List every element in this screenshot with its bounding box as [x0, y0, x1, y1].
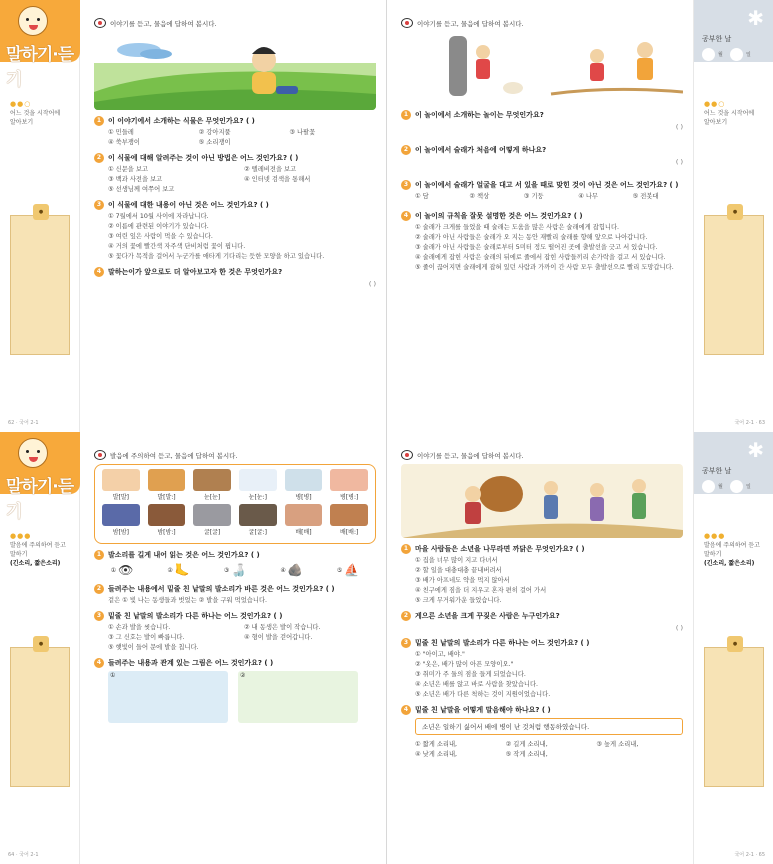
question-3: [94, 611, 376, 652]
goal-line: (긴소리, 짧은소리): [704, 560, 755, 567]
instruction-text: 이야기를 듣고, 물음에 답하여 봅시다.: [110, 19, 217, 28]
question-text: 이 놀이에서 소개하는 놀이는 무엇인가요?: [415, 111, 544, 119]
question-2: [401, 611, 683, 632]
foot-icon: [102, 469, 140, 491]
option[interactable]: ③ 기둥: [523, 193, 544, 200]
field-scene-icon: [94, 32, 376, 110]
section-title: 말하기·듣기: [6, 45, 74, 90]
option[interactable]: ③ 높게 소리내,: [596, 741, 639, 748]
option[interactable]: ② "옷은, 배가 많이 아픈 모양이오.": [415, 661, 514, 668]
question-1: [401, 110, 683, 131]
day-input[interactable]: [730, 48, 743, 61]
page-footer: 64 · 국어 2-1: [8, 852, 39, 858]
option[interactable]: ⑤ 소리쟁이: [198, 139, 231, 146]
goal-dots-icon: ●●○: [10, 100, 32, 108]
question-number: 1: [401, 110, 411, 120]
question-number: 4: [401, 211, 411, 221]
goal-line: (긴소리, 짧은소리): [10, 560, 61, 567]
page-footer: 62 · 국어 2-1: [8, 420, 39, 426]
word-label: 굴[굴]: [204, 529, 221, 536]
snow-icon: [239, 469, 277, 491]
right-sidebar: [693, 0, 773, 432]
option[interactable]: ① "아이고, 배야.": [415, 651, 465, 658]
learning-goal: [704, 532, 764, 568]
question-number: 1: [401, 544, 411, 554]
instruction: [94, 450, 376, 460]
sentence-box: 소년은 일하기 싫어서 배에 병이 난 것처럼 행동하였습니다.: [415, 718, 683, 735]
question-text: 이 놀이에서 술래가 처음에 어떻게 하나요?: [415, 146, 547, 154]
goal-dots-icon: ●●○: [704, 100, 726, 108]
question-text: 이 식물에 대해 알려주는 것이 아닌 방법은 어느 것인가요? ( ): [108, 154, 299, 162]
option[interactable]: ① 술래가 크게를 들었을 때 술래는 도움을 많은 사람은 술래에게 잡힙니다.: [415, 224, 620, 231]
learning-goal: [10, 532, 70, 568]
option[interactable]: ③ 술래가 아닌 사람들은 술래로부터 5미터 정도 떨어진 곳에 출발선을 긋고 서 있습니다.: [415, 244, 658, 251]
day-input[interactable]: [730, 480, 743, 493]
illustration-field: [94, 32, 376, 110]
option[interactable]: ② 내 동생은 발이 작습니다.: [244, 624, 321, 631]
word-label: 발[발]: [112, 494, 129, 501]
question-number: 1: [94, 550, 104, 560]
option[interactable]: ① 손과 발을 씻습니다.: [108, 624, 171, 631]
word-label: 굴[굴:]: [248, 529, 267, 536]
goal-line: 말하기: [704, 551, 722, 558]
main-content: [80, 432, 386, 864]
pin-icon: ●: [727, 204, 743, 220]
question-3: [401, 638, 683, 699]
listen-icon: [401, 450, 413, 460]
question-2: [94, 584, 376, 605]
learning-goal: [10, 100, 70, 127]
word-label: 밤[밤]: [112, 529, 129, 536]
word-label: 발[발:]: [157, 494, 176, 501]
month-input[interactable]: [702, 48, 715, 61]
option[interactable]: ① 7월에서 10월 사이에 자라납니다.: [108, 213, 209, 220]
question-text: 이 놀이의 규칙을 잘못 설명한 것은 어느 것인가요? ( ): [415, 212, 583, 220]
word-label: 병[병]: [295, 494, 312, 501]
question-3: [94, 200, 376, 261]
option[interactable]: ⑤ 작게 소리내,: [505, 751, 548, 758]
page-top-left: [0, 0, 386, 432]
option[interactable]: ④ 인터넷 검색을 통해서: [244, 176, 311, 183]
left-sidebar: [0, 432, 80, 864]
cave-icon: [239, 504, 277, 526]
question-1: [401, 544, 683, 605]
question-number: 2: [401, 611, 411, 621]
sick-icon: [330, 469, 368, 491]
goal-line: 알아보기: [10, 119, 34, 126]
word-label: 병[병:]: [340, 494, 359, 501]
option-eye[interactable]: ① 👁: [110, 563, 134, 577]
night-icon: [102, 504, 140, 526]
question-text: 들려주는 내용과 관계 있는 그림은 어느 것인가요? ( ): [108, 659, 274, 667]
question-number: 4: [94, 658, 104, 668]
pin-icon: ●: [727, 636, 743, 652]
memo-note: [704, 641, 764, 787]
blind-icon: [148, 469, 186, 491]
goal-dots-icon: ●●●: [10, 532, 32, 540]
section-tab: [0, 0, 80, 90]
option[interactable]: ④ 소년은 배를 앉고 바로 사람을 찾았습니다.: [415, 681, 539, 688]
question-number: 3: [94, 200, 104, 210]
word-picture-box: [94, 464, 376, 544]
eye-icon: [193, 469, 231, 491]
instruction-text: 발음에 주의하여 듣고, 물음에 답하여 봅시다.: [110, 451, 238, 460]
answer-blank[interactable]: ( ): [368, 280, 376, 288]
option[interactable]: ③ 배가 아프네도 약을 먹지 않아서: [415, 577, 510, 584]
study-date-box: [694, 432, 773, 494]
option[interactable]: ⑤ 꽃다가 목적을 걸어서 누군가를 애타게 기다리는 듯한 모양을 하고 있습니다.: [108, 253, 325, 260]
question-text: 이 이야기에서 소개하는 식물은 무엇인가요? ( ): [108, 117, 255, 125]
goal-line: 발음에 주의하여 듣고: [10, 542, 66, 549]
word-label: 배[배:]: [340, 529, 359, 536]
instruction: [94, 18, 376, 28]
goal-line: 어느 것을 시작어에: [704, 110, 755, 117]
question-text: 게으른 소년을 크게 꾸짖은 사람은 누구인가요?: [415, 612, 560, 620]
goal-line: 발음에 주의하여 듣고: [704, 542, 760, 549]
option[interactable]: ④ 거의 꽃에 빨간색 자주색 단비처럼 꽃이 핍니다.: [108, 243, 246, 250]
option[interactable]: ⑤ 소년은 배가 다른 척하는 것이 지원이었습니다.: [415, 691, 551, 698]
main-content: [387, 432, 693, 864]
word-label: 배[배]: [295, 529, 312, 536]
learning-goal: [704, 100, 764, 127]
goal-dots-icon: ●●●: [704, 532, 726, 540]
question-text: 말하는이가 앞으로도 더 알아보고자 한 것은 무엇인가요?: [108, 268, 283, 276]
main-content: [80, 0, 386, 432]
question-sentence: 겉은 ① 빛 나는 동생들과 벗었는 ② 발을 구워 먹었습니다.: [108, 597, 268, 604]
option[interactable]: ① 짧게 소리내,: [415, 741, 458, 748]
listen-icon: [94, 450, 106, 460]
option[interactable]: ④ 나무: [578, 193, 598, 200]
option[interactable]: ④ 형이 발을 걷어갑니다.: [244, 634, 313, 641]
question-4: [94, 658, 376, 723]
listen-icon: [94, 18, 106, 28]
question-number: 2: [401, 145, 411, 155]
boat-icon: [285, 504, 323, 526]
option[interactable]: ① 민들레: [108, 129, 134, 136]
question-text: 밑줄 친 낱말의 발소리가 다른 하나는 어느 것인가요? ( ): [108, 612, 283, 620]
left-sidebar: [0, 0, 80, 432]
option[interactable]: ② 강아지풀: [198, 129, 231, 136]
option[interactable]: ④ 낮게 소리내,: [415, 751, 458, 758]
answer-blank[interactable]: ( ): [675, 624, 683, 632]
goal-line: 어느 것을 시작어에: [10, 110, 61, 117]
option[interactable]: ② 할 일을 대충대충 끝내버려서: [415, 567, 502, 574]
instruction-text: 이야기를 듣고, 물음에 답하여 봅시다.: [417, 19, 524, 28]
instruction: [401, 450, 683, 460]
children-playing-icon: [401, 32, 683, 104]
option[interactable]: ① 집을 너무 많이 지고 다녀서: [415, 557, 498, 564]
page-bottom-left: [0, 432, 386, 864]
listen-icon: [401, 18, 413, 28]
section-tab: [0, 432, 80, 522]
question-number: 4: [401, 705, 411, 715]
illustration-village: [401, 464, 683, 538]
option[interactable]: ② 텔레비전을 보고: [244, 166, 297, 173]
option[interactable]: ⑤ 햇빛이 들어 문에 발을 칩니다.: [108, 644, 199, 651]
word-label: 밤[밤:]: [157, 529, 176, 536]
day-label: 일: [746, 52, 751, 58]
option-oyster[interactable]: ④ 🪨: [280, 563, 303, 577]
word-label: 눈[눈:]: [248, 494, 267, 501]
option[interactable]: ① 담: [415, 193, 429, 200]
question-2: [401, 145, 683, 166]
option[interactable]: ③ 여린 잎은 사람이 먹을 수 있습니다.: [108, 233, 213, 240]
goal-line: 알아보기: [704, 119, 728, 126]
question-number: 3: [401, 180, 411, 190]
illustration-game: [401, 32, 683, 104]
pin-icon: ●: [33, 636, 49, 652]
option[interactable]: ③ 나팔꽃: [289, 129, 316, 136]
study-date-box: [694, 0, 773, 62]
question-number: 4: [94, 267, 104, 277]
question-1: [94, 116, 376, 147]
page-footer: 국어 2-1 · 65: [734, 852, 765, 858]
right-sidebar: [693, 432, 773, 864]
pear-icon: [330, 504, 368, 526]
question-text: 이 식물에 대한 내용이 아닌 것은 어느 것인가요? ( ): [108, 201, 269, 209]
girl-mascot-icon: [18, 6, 48, 36]
question-text: 마을 사람들은 소년을 나무라면 까닭은 무엇인가요? ( ): [415, 545, 585, 553]
option-boat[interactable]: ⑤ ⛵: [336, 563, 360, 577]
option[interactable]: ④ 친구에게 짐을 더 지우고 혼자 편히 걸어 가서: [415, 587, 547, 594]
question-4: [401, 211, 683, 272]
chestnut-icon: [148, 504, 186, 526]
question-3: [401, 180, 683, 201]
question-text: 밑줄 친 낱말의 발소리가 다른 하나는 어느 것인가요? ( ): [415, 639, 590, 647]
question-number: 2: [94, 584, 104, 594]
option[interactable]: ② 이름에 관련된 이야기가 있습니다.: [108, 223, 209, 230]
month-input[interactable]: [702, 480, 715, 493]
pin-icon: ●: [33, 204, 49, 220]
question-text: 들려주는 내용에서 밑줄 친 낱말의 발소리가 바른 것은 어느 것인가요? ( ): [108, 585, 335, 593]
instruction: [401, 18, 683, 28]
option[interactable]: ③ 백과 사전을 보고: [108, 176, 163, 183]
bottle-icon: [285, 469, 323, 491]
word-label: 눈[눈]: [204, 494, 221, 501]
option[interactable]: ③ 취미가 주 둘의 점을 들게 되었습니다.: [415, 671, 526, 678]
option-snow-scene[interactable]: ①: [108, 671, 228, 723]
memo-note: [10, 209, 70, 355]
page-top-right: [387, 0, 773, 432]
option[interactable]: ① 신문을 보고: [108, 166, 149, 173]
option[interactable]: ② 길게 소리내,: [505, 741, 548, 748]
question-4: [94, 267, 376, 288]
month-label: 월: [718, 484, 723, 490]
question-4: [401, 705, 683, 759]
option[interactable]: ⑤ 선생님께 여쭈어 보고: [108, 186, 175, 193]
villagers-scene-icon: [401, 464, 683, 538]
question-1: [94, 550, 376, 578]
section-title: 말하기·듣기: [6, 477, 74, 522]
option[interactable]: ⑤ 크게 무거워가운 들었습니다.: [415, 597, 502, 604]
option[interactable]: ④ 술래에게 잡힌 사람은 술래의 뒤에로 줄에서 잡힌 사람들끼리 손가락을 걸고 서 있습니다.: [415, 254, 666, 261]
memo-note: [704, 209, 764, 355]
snowflake-icon: ✱: [747, 6, 764, 30]
day-label: 일: [746, 484, 751, 490]
question-number: 3: [401, 638, 411, 648]
question-number: 3: [94, 611, 104, 621]
snowflake-icon: ✱: [747, 438, 764, 462]
option[interactable]: ③ 그 신호는 발이 빠릅니다.: [108, 634, 185, 641]
girl-mascot-icon: [18, 438, 48, 468]
month-label: 월: [718, 52, 723, 58]
option[interactable]: ④ 쑥부쟁이: [108, 139, 140, 146]
question-text: 밑줄 친 낱말을 어떻게 말음해야 하나요? ( ): [415, 706, 551, 714]
study-date-label: 공부한 날: [702, 467, 732, 475]
memo-note: [10, 641, 70, 787]
oyster-icon: [193, 504, 231, 526]
question-number: 1: [94, 116, 104, 126]
instruction-text: 이야기를 듣고, 물음에 답하여 봅시다.: [417, 451, 524, 460]
option-bottle[interactable]: ③ 🍶: [223, 563, 247, 577]
question-2: [94, 153, 376, 194]
main-content: [387, 0, 693, 432]
option[interactable]: ② 술래가 아닌 사람들은 술래가 오 지는 동안 재빨리 술래를 향해 앞으로 나아갑니다.: [415, 234, 648, 241]
study-date-label: 공부한 날: [702, 35, 732, 43]
answer-blank[interactable]: ( ): [675, 123, 683, 131]
option[interactable]: ② 책상: [469, 193, 490, 200]
option[interactable]: ⑤ 전봇대: [632, 193, 659, 200]
page-bottom-right: [387, 432, 773, 864]
question-text: 이 놀이에서 술래가 얼굴을 대고 서 있을 때로 맞힌 것이 아닌 것은 어느 것인가요? ( ): [415, 181, 679, 189]
option[interactable]: ⑤ 줄이 끊어지면 술래에게 잡혀 있던 사람과 가까이 간 사람 모두 출발선으로 빨리 도망갑니다.: [415, 264, 674, 271]
goal-line: 말하기: [10, 551, 28, 558]
option-sick-scene[interactable]: ②: [238, 671, 358, 723]
question-text: 발소리를 길게 내어 읽는 것은 어느 것인가요? ( ): [108, 551, 260, 559]
option-foot[interactable]: ② 🦶: [167, 563, 190, 577]
question-number: 2: [94, 153, 104, 163]
answer-blank[interactable]: ( ): [675, 158, 683, 166]
page-footer: 국어 2-1 · 63: [734, 420, 765, 426]
